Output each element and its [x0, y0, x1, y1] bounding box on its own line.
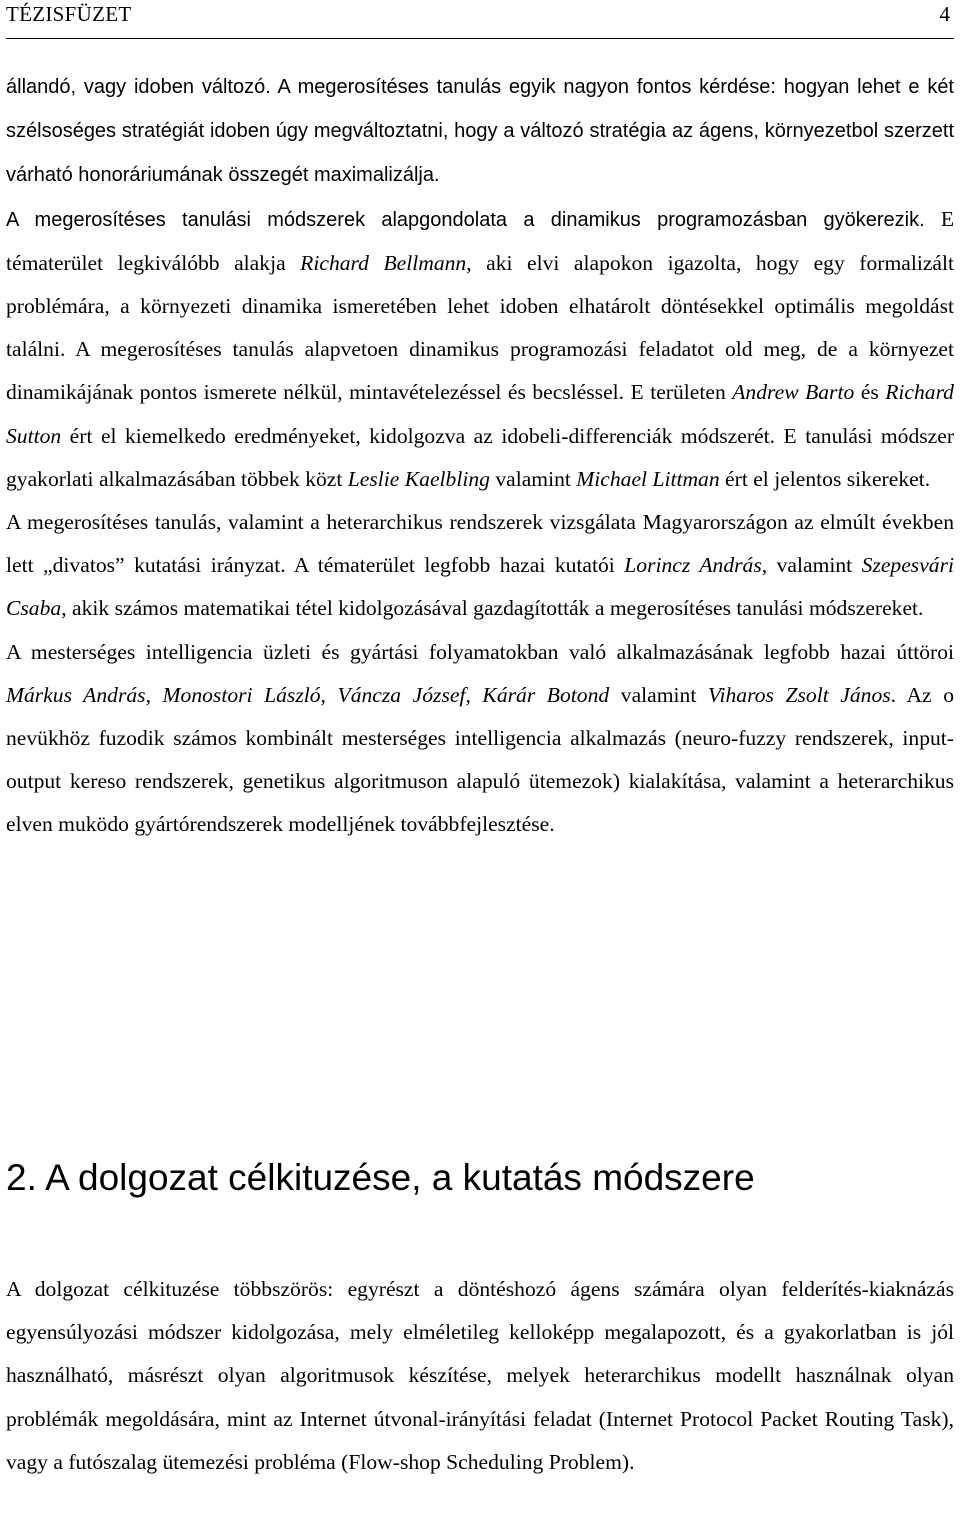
text-segment: és	[854, 380, 886, 405]
person-name: Kárár Botond	[482, 682, 610, 707]
paragraph-ai-pioneers	[6, 631, 954, 847]
person-name: Lorincz András	[624, 553, 762, 578]
paragraph-objectives: A dolgozat célkituzése többszörös: egyrészt a döntéshozó ágens számára olyan felderítés-kiaknázás egyensúlyozási módszer kidolgozása, mely elméletileg kelloképp megalapozott, és a gyakorlatban is jól használható, másrészt olyan algoritmusok készítése, melyek heterarchikus modellt használnak olyan problémák megoldására, mint az Internet útvonal-irányítási feladat (Internet Protocol Packet Routing Task), vagy a futószalag ütemezési probléma (Flow-shop Scheduling Problem).	[6, 1277, 954, 1474]
section-heading: 2. A dolgozat célkituzése, a kutatás módszere	[6, 1157, 755, 1198]
text-segment: , aki elvi alapokon igazolta, hogy egy formalizált problémára, a környezeti dinamika ismeretében lehet idoben elhatárolt döntésekkel optimális megoldást találni.	[6, 250, 954, 362]
text-segment: ,	[465, 682, 483, 707]
text-segment: E tanulási módszer gyakorlati alkalmazásában többek közt	[6, 423, 955, 491]
text-segment: ,	[145, 682, 163, 707]
section-body	[6, 1268, 954, 1484]
paragraph-strategy	[6, 65, 954, 198]
text-segment: ért el jelentos sikereket.	[719, 466, 931, 491]
text-segment: ,	[320, 682, 338, 707]
person-name: Váncza József	[337, 682, 466, 707]
person-name: Márkus András	[6, 682, 146, 707]
header-title: TÉZISFÜZET	[6, 2, 132, 26]
paragraph-dynamic-programming	[6, 198, 954, 501]
text-segment: állandó, vagy idoben változó.	[6, 76, 271, 98]
text-segment: , valamint	[761, 553, 862, 578]
text-segment: , akik számos matematikai tétel kidolgozásával gazdagították a megerosítéses tanulási módszereket.	[61, 596, 924, 621]
text-segment: valamint	[609, 682, 708, 707]
person-name: Monostori László	[162, 682, 321, 707]
person-name: Andrew Barto	[732, 380, 855, 405]
text-segment: . Az o nevükhöz fuzodik számos kombinált mesterséges intelligencia alkalmazás (neuro-fuzzy rendszerek, input-output kereso rendszerek, genetikus algoritmuson alapuló ütemezok) kialakítása, valamint a heterarchikus elven muködo gyártórendszerek modelljének továbbfejlesztése.	[6, 682, 955, 837]
text-segment: A megerosítéses tanulási módszerek alapgondolata a dinamikus programozásban gyökerezik.	[6, 208, 925, 231]
person-name: Szepesvári Csaba	[6, 553, 954, 621]
document-page	[6, 0, 955, 1474]
person-name: Richard Bellmann	[300, 250, 467, 275]
page-number: 4	[939, 2, 950, 26]
person-name: Richard Sutton	[6, 380, 954, 448]
paragraph-hungarian-research	[6, 501, 954, 631]
text-segment: A megerosítéses tanulás, valamint a heterarchikus rendszerek vizsgálata Magyarországon az elmúlt években lett „divatos” kutatási irányzat. A tématerület legfobb hazai kutatói	[6, 510, 954, 578]
text-segment: valamint	[489, 466, 577, 491]
text-segment: ért el kiemelkedo eredményeket, kidolgozva az idobeli-differenciák módszerét.	[61, 423, 776, 448]
person-name: Leslie Kaelbling	[347, 466, 490, 491]
person-name: Michael Littman	[576, 466, 720, 491]
text-segment: A megerosítéses tanulás alapvetoen dinamikus programozási feladatot old meg, de a környezet dinamikájának pontos ismerete nélkül, mintavételezéssel és becsléssel. E területen	[6, 337, 954, 405]
person-name: Viharos Zsolt János	[707, 682, 891, 707]
text-segment: A megerosítéses tanulás egyik nagyon fontos kérdése: hogyan lehet e két szélsoséges stratégiát idoben úgy megváltoztatni, hogy a változó stratégia az ágens, környezetbol szerzett várható honoráriumának összegét maximalizálja.	[6, 76, 954, 187]
running-header	[6, 0, 954, 39]
text-segment: A mesterséges intelligencia üzleti és gyártási folyamatokban való alkalmazásának legfobb hazai úttöroi	[6, 639, 954, 664]
text-segment: E tématerület legkiválóbb alakja	[6, 206, 955, 275]
